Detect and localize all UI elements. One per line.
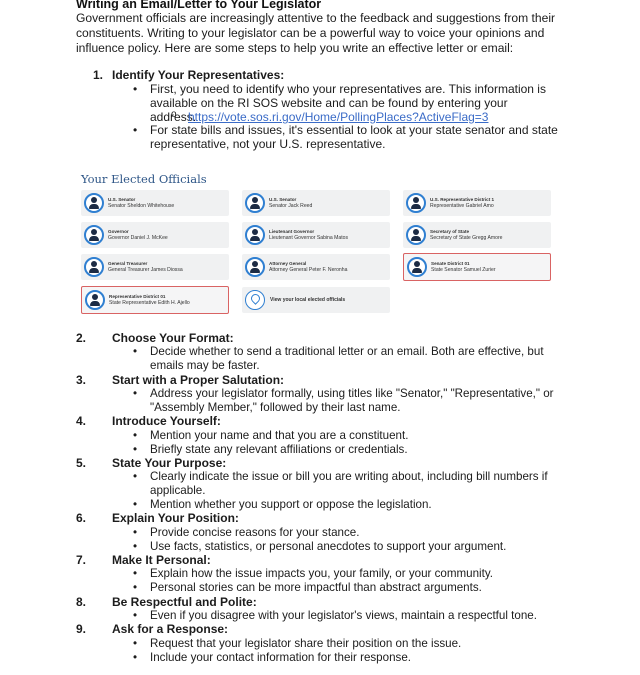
official-card-general-treasurer[interactable]	[81, 254, 229, 280]
step-9-bullet-1: • Request that your legislator share their position on the issue.	[150, 637, 568, 651]
step-1-heading	[93, 68, 284, 82]
step-6-heading	[76, 511, 239, 525]
step-5-heading	[76, 456, 226, 470]
intro-paragraph: Government officials are increasingly attentive to the feedback and suggestions from their constituents. Writing to your legislator can be a powerful way to voice your opinions and influence policy. Here are some steps to help you write an effective letter or email:	[76, 11, 556, 55]
official-role: Senate District 01	[431, 260, 470, 266]
step-number: 4.	[76, 414, 87, 428]
official-role: Attorney General	[269, 260, 307, 266]
person-icon	[406, 193, 426, 213]
official-role: U.S. Senator	[269, 196, 297, 202]
step-7-bullet-1: • Explain how the issue impacts you, your family, or your community.	[150, 567, 568, 581]
step-1-bullet-state-bills: • For state bills and issues, it's essential to look at your state senator and state representative, not your U.S. representative.	[150, 124, 560, 152]
person-icon	[245, 257, 265, 277]
official-name: Senator Jack Reed	[269, 202, 313, 209]
step-5-bullet-2: • Mention whether you support or oppose the legislation.	[150, 498, 568, 512]
step-4-bullet-1: • Mention your name and that you are a constituent.	[150, 429, 568, 443]
official-name: Lieutenant Governor Sabina Matos	[269, 234, 349, 241]
official-role: General Treasurer	[108, 260, 148, 266]
step-8-bullet: • Even if you disagree with your legislator's views, maintain a respectful tone.	[150, 609, 568, 623]
person-icon	[407, 257, 427, 277]
step-number: 6.	[76, 511, 87, 525]
person-icon	[84, 225, 104, 245]
step-8-heading	[76, 595, 257, 609]
official-role: Governor	[108, 228, 129, 234]
official-card-secretary-of-state[interactable]	[403, 222, 551, 248]
person-icon	[245, 225, 265, 245]
official-name: Senator Sheldon Whitehouse	[108, 202, 175, 209]
official-card-us-representative[interactable]	[403, 190, 551, 216]
step-title: Introduce Yourself:	[112, 414, 221, 428]
step-1-number: 1.	[93, 68, 104, 82]
person-icon	[245, 193, 265, 213]
official-role: U.S. Representative District 1	[430, 196, 495, 202]
step-title: Ask for a Response:	[112, 622, 229, 636]
step-9-bullet-2: • Include your contact information for their response.	[150, 651, 568, 665]
official-name: Representative Gabriel Amo	[430, 202, 494, 209]
step-9-heading	[76, 622, 228, 636]
step-6-bullet-1: • Provide concise reasons for your stance.	[150, 526, 568, 540]
local-officials-label: View your local elected officials	[270, 297, 346, 303]
official-name: State Representative Edith H. Ajello	[109, 299, 190, 306]
person-icon	[85, 290, 105, 310]
official-name: State Senator Samuel Zurier	[431, 266, 496, 273]
step-2-bullet: • Decide whether to send a traditional letter or an email. Both are effective, but emails may be faster.	[150, 345, 568, 373]
step-6-bullet-2: • Use facts, statistics, or personal anecdotes to support your argument.	[150, 540, 568, 554]
step-title: Be Respectful and Polite:	[112, 595, 257, 609]
step-7-heading	[76, 553, 211, 567]
step-number: 2.	[76, 331, 87, 345]
step-2-heading	[76, 331, 234, 345]
step-title: Start with a Proper Salutation:	[112, 373, 285, 387]
elected-officials-title: Your Elected Officials	[81, 172, 207, 186]
step-number: 7.	[76, 553, 87, 567]
official-card-state-representative[interactable]	[81, 286, 229, 314]
official-card-lieutenant-governor[interactable]	[242, 222, 390, 248]
official-name: Attorney General Peter F. Neronha	[269, 266, 348, 273]
step-4-bullet-2: • Briefly state any relevant affiliations or credentials.	[150, 443, 568, 457]
person-icon	[406, 225, 426, 245]
official-card-governor[interactable]	[81, 222, 229, 248]
official-card-attorney-general[interactable]	[242, 254, 390, 280]
official-card-us-senator-whitehouse[interactable]	[81, 190, 229, 216]
official-name: Governor Daniel J. McKee	[108, 234, 168, 241]
step-3-bullet: • Address your legislator formally, using titles like "Senator," "Representative," or "Assembly Member," followed by their last name.	[150, 387, 568, 415]
person-icon	[84, 257, 104, 277]
official-role: Secretary of State	[430, 228, 470, 234]
step-number: 5.	[76, 456, 87, 470]
local-officials-button[interactable]	[242, 287, 390, 313]
step-3-heading	[76, 373, 284, 387]
step-title: Make It Personal:	[112, 553, 211, 567]
official-name: General Treasurer James Diossa	[108, 266, 183, 273]
step-title: Explain Your Position:	[112, 511, 239, 525]
step-7-bullet-2: • Personal stories can be more impactful than abstract arguments.	[150, 581, 568, 595]
step-1-title: Identify Your Representatives:	[112, 68, 285, 82]
official-role: Representative District 01	[109, 293, 166, 299]
document-title: Writing an Email/Letter to Your Legislator	[76, 0, 322, 11]
official-role: U.S. Senator	[108, 196, 136, 202]
official-card-us-senator-reed[interactable]	[242, 190, 390, 216]
step-4-heading	[76, 414, 221, 428]
location-pin-icon	[245, 290, 265, 310]
polling-places-link-item	[188, 110, 488, 124]
person-icon	[84, 193, 104, 213]
official-role: Lieutenant Governor	[269, 228, 315, 234]
step-number: 9.	[76, 622, 87, 636]
step-title: State Your Purpose:	[112, 456, 227, 470]
step-5-bullet-1: • Clearly indicate the issue or bill you are writing about, including bill numbers if applicable.	[150, 470, 568, 498]
step-title: Choose Your Format:	[112, 331, 234, 345]
step-1-bullet-identify: • First, you need to identify who your representatives are. This information is available on the RI SOS website and can be found by entering your address.	[150, 83, 550, 124]
step-number: 8.	[76, 595, 87, 609]
step-number: 3.	[76, 373, 87, 387]
official-card-state-senator[interactable]	[403, 253, 551, 281]
polling-places-link[interactable]: https://vote.sos.ri.gov/Home/PollingPlaces?ActiveFlag=3	[188, 110, 489, 124]
official-name: Secretary of State Gregg Amore	[430, 234, 503, 241]
